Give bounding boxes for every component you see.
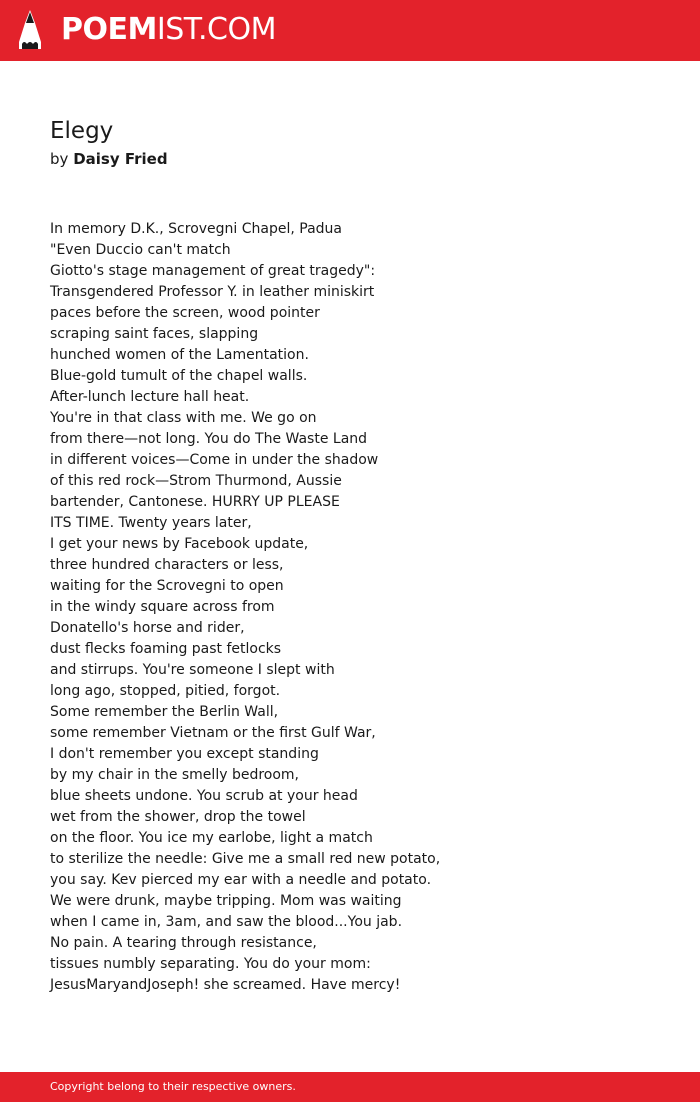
poem-line: blue sheets undone. You scrub at your head bbox=[50, 788, 358, 804]
author-name: Daisy Fried bbox=[73, 150, 168, 168]
poem-line: tissues numbly separating. You do your mom: bbox=[50, 956, 371, 972]
poem-line: Some remember the Berlin Wall, bbox=[50, 704, 279, 720]
poem-line: of this red rock—Strom Thurmond, Aussie bbox=[50, 473, 342, 489]
poem-line: long ago, stopped, pitied, forgot. bbox=[50, 683, 281, 699]
poem-line: some remember Vietnam or the first Gulf War, bbox=[50, 725, 376, 741]
pencil-tip-icon[interactable] bbox=[16, 9, 44, 51]
poem-line: bartender, Cantonese. HURRY UP PLEASE bbox=[50, 494, 340, 510]
poem-line: and stirrups. You're someone I slept with bbox=[50, 662, 335, 678]
byline bbox=[50, 148, 168, 170]
poem-title: Elegy bbox=[50, 118, 114, 144]
poem-line: Donatello's horse and rider, bbox=[50, 620, 245, 636]
by-label: by bbox=[50, 150, 69, 168]
poem-line: you say. Kev pierced my ear with a needle and potato. bbox=[50, 872, 432, 888]
poem-line: You're in that class with me. We go on bbox=[50, 410, 317, 426]
logo-light-text: IST.COM bbox=[156, 12, 276, 47]
poem-line: Blue-gold tumult of the chapel walls. bbox=[50, 368, 308, 384]
poem-line: when I came in, 3am, and saw the blood...You jab. bbox=[50, 914, 403, 930]
poem-line: hunched women of the Lamentation. bbox=[50, 347, 309, 363]
site-logo[interactable] bbox=[61, 13, 276, 47]
poem-line: on the floor. You ice my earlobe, light a match bbox=[50, 830, 373, 846]
poem-line: No pain. A tearing through resistance, bbox=[50, 935, 317, 951]
site-footer bbox=[0, 1072, 700, 1102]
poem-line: from there—not long. You do The Waste Land bbox=[50, 431, 368, 447]
poem-body bbox=[50, 219, 440, 996]
poem-line: After-lunch lecture hall heat. bbox=[50, 389, 250, 405]
poem-line: JesusMaryandJoseph! she screamed. Have mercy! bbox=[50, 977, 401, 993]
poem-line: scraping saint faces, slapping bbox=[50, 326, 259, 342]
poem-line: I get your news by Facebook update, bbox=[50, 536, 309, 552]
poem-line: in different voices—Come in under the shadow bbox=[50, 452, 379, 468]
logo-bold-text: POEM bbox=[61, 12, 157, 47]
poem-line: Transgendered Professor Y. in leather miniskirt bbox=[50, 284, 375, 300]
site-header bbox=[0, 0, 700, 61]
poem-line: wet from the shower, drop the towel bbox=[50, 809, 306, 825]
poem-line: Giotto's stage management of great tragedy": bbox=[50, 263, 376, 279]
poem-line: In memory D.K., Scrovegni Chapel, Padua bbox=[50, 221, 343, 237]
poem-line: ITS TIME. Twenty years later, bbox=[50, 515, 252, 531]
poem-line: We were drunk, maybe tripping. Mom was waiting bbox=[50, 893, 402, 909]
poem-line: waiting for the Scrovegni to open bbox=[50, 578, 284, 594]
poem-line: "Even Duccio can't match bbox=[50, 242, 231, 258]
poem-line: to sterilize the needle: Give me a small red new potato, bbox=[50, 851, 441, 867]
copyright-text: Copyright belong to their respective owners. bbox=[50, 1080, 296, 1093]
poem-line: three hundred characters or less, bbox=[50, 557, 284, 573]
poem-line: I don't remember you except standing bbox=[50, 746, 319, 762]
poem-line: in the windy square across from bbox=[50, 599, 275, 615]
poem-line: paces before the screen, wood pointer bbox=[50, 305, 320, 321]
poem-line: by my chair in the smelly bedroom, bbox=[50, 767, 299, 783]
poem-line: dust flecks foaming past fetlocks bbox=[50, 641, 282, 657]
